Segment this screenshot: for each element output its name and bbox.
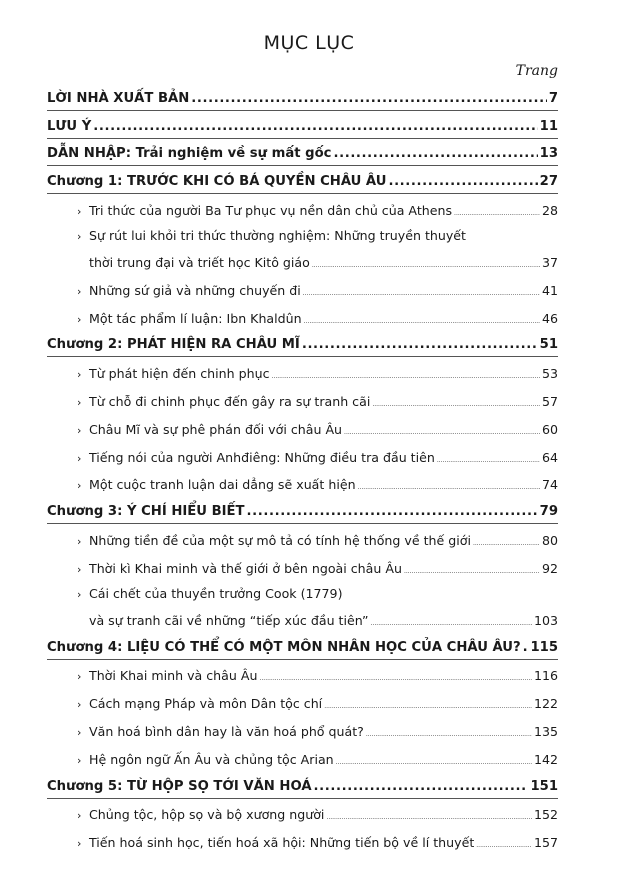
toc-page-number: 11 <box>539 118 558 134</box>
toc-section-entry[interactable] <box>47 715 558 743</box>
chevron-right-icon: › <box>77 368 82 382</box>
toc-page-number: 57 <box>541 393 558 409</box>
toc-entry-title: Những tiền đề của một sự mô tả có tính hệ thống về thế giới <box>89 532 471 548</box>
toc-entry-title: Chủng tộc, hộp sọ và bộ xương người <box>89 807 325 823</box>
toc-section-entry[interactable] <box>47 799 558 827</box>
toc-section-entry[interactable] <box>47 274 558 302</box>
toc-page-number: 46 <box>541 310 558 326</box>
toc-chapter-entry[interactable] <box>47 771 558 799</box>
toc-section-entry[interactable] <box>47 469 558 497</box>
dot-leader <box>371 620 532 627</box>
dot-leader <box>314 779 529 794</box>
toc-entry-title: Từ phát hiện đến chinh phục <box>89 366 270 382</box>
dot-leader <box>437 457 540 464</box>
toc-page-number: 74 <box>541 477 558 493</box>
chevron-right-icon: › <box>77 423 82 437</box>
page-title: MỤC LỤC <box>263 32 355 54</box>
toc-section-entry[interactable] <box>47 302 558 330</box>
toc-section-entry[interactable] <box>47 441 558 469</box>
toc-page-number: 122 <box>533 696 558 712</box>
toc-entry-title-line1: Sự rút lui khỏi tri thức thường nghiệm: Những truyền thuyết <box>89 227 466 243</box>
toc-entry-title: Từ chỗ đi chinh phục đến gây ra sự tranh cãi <box>89 393 371 409</box>
toc-chapter-entry[interactable] <box>47 83 558 111</box>
dot-leader <box>259 675 531 682</box>
chevron-right-icon: › <box>77 698 82 712</box>
dot-leader <box>366 731 532 738</box>
toc-page-number: 103 <box>533 612 558 628</box>
toc-page-number: 41 <box>541 282 558 298</box>
toc-section-entry[interactable] <box>47 357 558 385</box>
toc-section-entry[interactable] <box>47 385 558 413</box>
toc-entry-title: Cách mạng Pháp và môn Dân tộc chí <box>89 696 323 712</box>
toc-chapter-entry[interactable] <box>47 632 558 660</box>
dot-leader <box>333 146 537 161</box>
toc-page-number: 92 <box>541 560 558 576</box>
chevron-right-icon: › <box>77 670 82 684</box>
toc-page-number: 157 <box>533 835 558 851</box>
toc-page-number: 27 <box>539 174 558 190</box>
toc-section-entry[interactable] <box>47 194 558 222</box>
toc-page-number: 51 <box>539 337 558 353</box>
dot-leader <box>303 290 540 297</box>
dot-leader <box>93 119 537 134</box>
toc-section-entry[interactable] <box>47 826 558 854</box>
dot-leader <box>454 210 540 217</box>
toc-section-entry[interactable] <box>47 222 558 274</box>
page-column-label: Trang <box>515 63 558 79</box>
chevron-right-icon: › <box>77 809 82 823</box>
toc-entry-title: Thời Khai minh và châu Âu <box>89 668 258 684</box>
toc-chapter-entry[interactable] <box>47 166 558 194</box>
chevron-right-icon: › <box>77 395 82 409</box>
dot-leader <box>272 373 540 380</box>
dot-leader <box>336 759 532 766</box>
toc-entry-title: Tiếng nói của người Anhđiêng: Những điều tra đầu tiên <box>89 449 435 465</box>
toc-section-entry[interactable] <box>47 524 558 552</box>
dot-leader <box>191 91 547 106</box>
toc-section-entry[interactable] <box>47 413 558 441</box>
toc-entry-title: Châu Mĩ và sự phê phán đối với châu Âu <box>89 421 343 437</box>
toc-chapter-entry[interactable] <box>47 330 558 358</box>
dot-leader <box>476 842 532 849</box>
chevron-right-icon: › <box>77 753 82 767</box>
toc-entry-title-line1: Cái chết của thuyền trưởng Cook (1779) <box>89 585 343 601</box>
dot-leader <box>372 401 540 408</box>
toc-entry-title: Thời kì Khai minh và thế giới ở bên ngoài châu Âu <box>89 560 402 576</box>
chevron-right-icon: › <box>77 479 82 493</box>
dot-leader <box>523 640 529 655</box>
toc-page-number: 13 <box>539 146 558 162</box>
toc-entry-title: Chương 1: TRƯỚC KHI CÓ BÁ QUYỀN CHÂU ÂU <box>47 174 387 190</box>
toc-page-number: 79 <box>539 504 558 520</box>
dot-leader <box>324 703 532 710</box>
toc-page-number: 53 <box>541 366 558 382</box>
toc-entry-title: LƯU Ý <box>47 118 92 134</box>
chevron-right-icon: › <box>77 837 82 851</box>
toc-entry-title: Chương 3: Ý CHÍ HIỂU BIẾT <box>47 504 245 520</box>
toc-page-number: 37 <box>541 254 558 270</box>
table-of-contents <box>47 83 558 854</box>
toc-page-number: 80 <box>541 532 558 548</box>
toc-page-number: 135 <box>533 723 558 739</box>
chevron-right-icon: › <box>77 204 82 218</box>
toc-entry-title: Tri thức của người Ba Tư phục vụ nền dân chủ của Athens <box>89 202 453 218</box>
toc-entry-title: DẪN NHẬP: Trải nghiệm về sự mất gốc <box>47 146 332 162</box>
toc-section-entry[interactable] <box>47 687 558 715</box>
toc-section-entry[interactable] <box>47 552 558 580</box>
toc-page-number: 152 <box>533 807 558 823</box>
toc-chapter-entry[interactable] <box>47 111 558 139</box>
dot-leader <box>388 174 537 189</box>
dot-leader <box>358 484 540 491</box>
toc-entry-title: Một tác phẩm lí luận: Ibn Khaldûn <box>89 310 302 326</box>
dot-leader <box>302 337 538 352</box>
dot-leader <box>404 568 540 575</box>
toc-entry-title: Hệ ngôn ngữ Ấn Âu và chủng tộc Arian <box>89 751 334 767</box>
toc-section-entry[interactable] <box>47 580 558 632</box>
dot-leader <box>304 318 540 325</box>
toc-page-number: 116 <box>533 668 558 684</box>
toc-page-number: 142 <box>533 751 558 767</box>
dot-leader <box>326 814 532 821</box>
chevron-right-icon: › <box>77 725 82 739</box>
toc-entry-title: Chương 5: TỪ HỘP SỌ TỚI VĂN HOÁ <box>47 778 312 794</box>
toc-page-number: 60 <box>541 421 558 437</box>
dot-leader <box>312 262 540 269</box>
toc-chapter-entry[interactable] <box>47 496 558 524</box>
toc-entry-title: Văn hoá bình dân hay là văn hoá phổ quát? <box>89 723 364 739</box>
toc-page-number: 28 <box>541 202 558 218</box>
toc-section-entry[interactable] <box>47 743 558 771</box>
toc-entry-title: LỜI NHÀ XUẤT BẢN <box>47 90 190 106</box>
chevron-right-icon: › <box>77 284 82 298</box>
chevron-right-icon: › <box>77 534 82 548</box>
toc-page-number: 115 <box>530 639 558 655</box>
toc-entry-title: Những sứ giả và những chuyến đi <box>89 282 301 298</box>
toc-entry-title: Chương 4: LIỆU CÓ THỂ CÓ MỘT MÔN NHÂN HỌC CỦA CHÂU ÂU? <box>47 639 521 655</box>
dot-leader <box>344 429 540 436</box>
toc-page-number: 7 <box>548 90 558 106</box>
chevron-right-icon: › <box>77 587 82 601</box>
toc-page-number: 64 <box>541 449 558 465</box>
toc-entry-title: Chương 2: PHÁT HIỆN RA CHÂU MĨ <box>47 337 300 353</box>
dot-leader <box>473 540 540 547</box>
chevron-right-icon: › <box>77 562 82 576</box>
toc-chapter-entry[interactable] <box>47 139 558 167</box>
chevron-right-icon: › <box>77 229 82 243</box>
toc-entry-title: và sự tranh cãi về những “tiếp xúc đầu tiên” <box>89 612 369 628</box>
toc-entry-title: thời trung đại và triết học Kitô giáo <box>89 254 310 270</box>
toc-page-number: 151 <box>530 778 558 794</box>
toc-entry-title: Tiến hoá sinh học, tiến hoá xã hội: Những tiến bộ về lí thuyết <box>89 835 475 851</box>
toc-section-entry[interactable] <box>47 660 558 688</box>
chevron-right-icon: › <box>77 312 82 326</box>
toc-entry-title: Một cuộc tranh luận dai dẳng sẽ xuất hiện <box>89 477 356 493</box>
chevron-right-icon: › <box>77 451 82 465</box>
dot-leader <box>247 504 538 519</box>
